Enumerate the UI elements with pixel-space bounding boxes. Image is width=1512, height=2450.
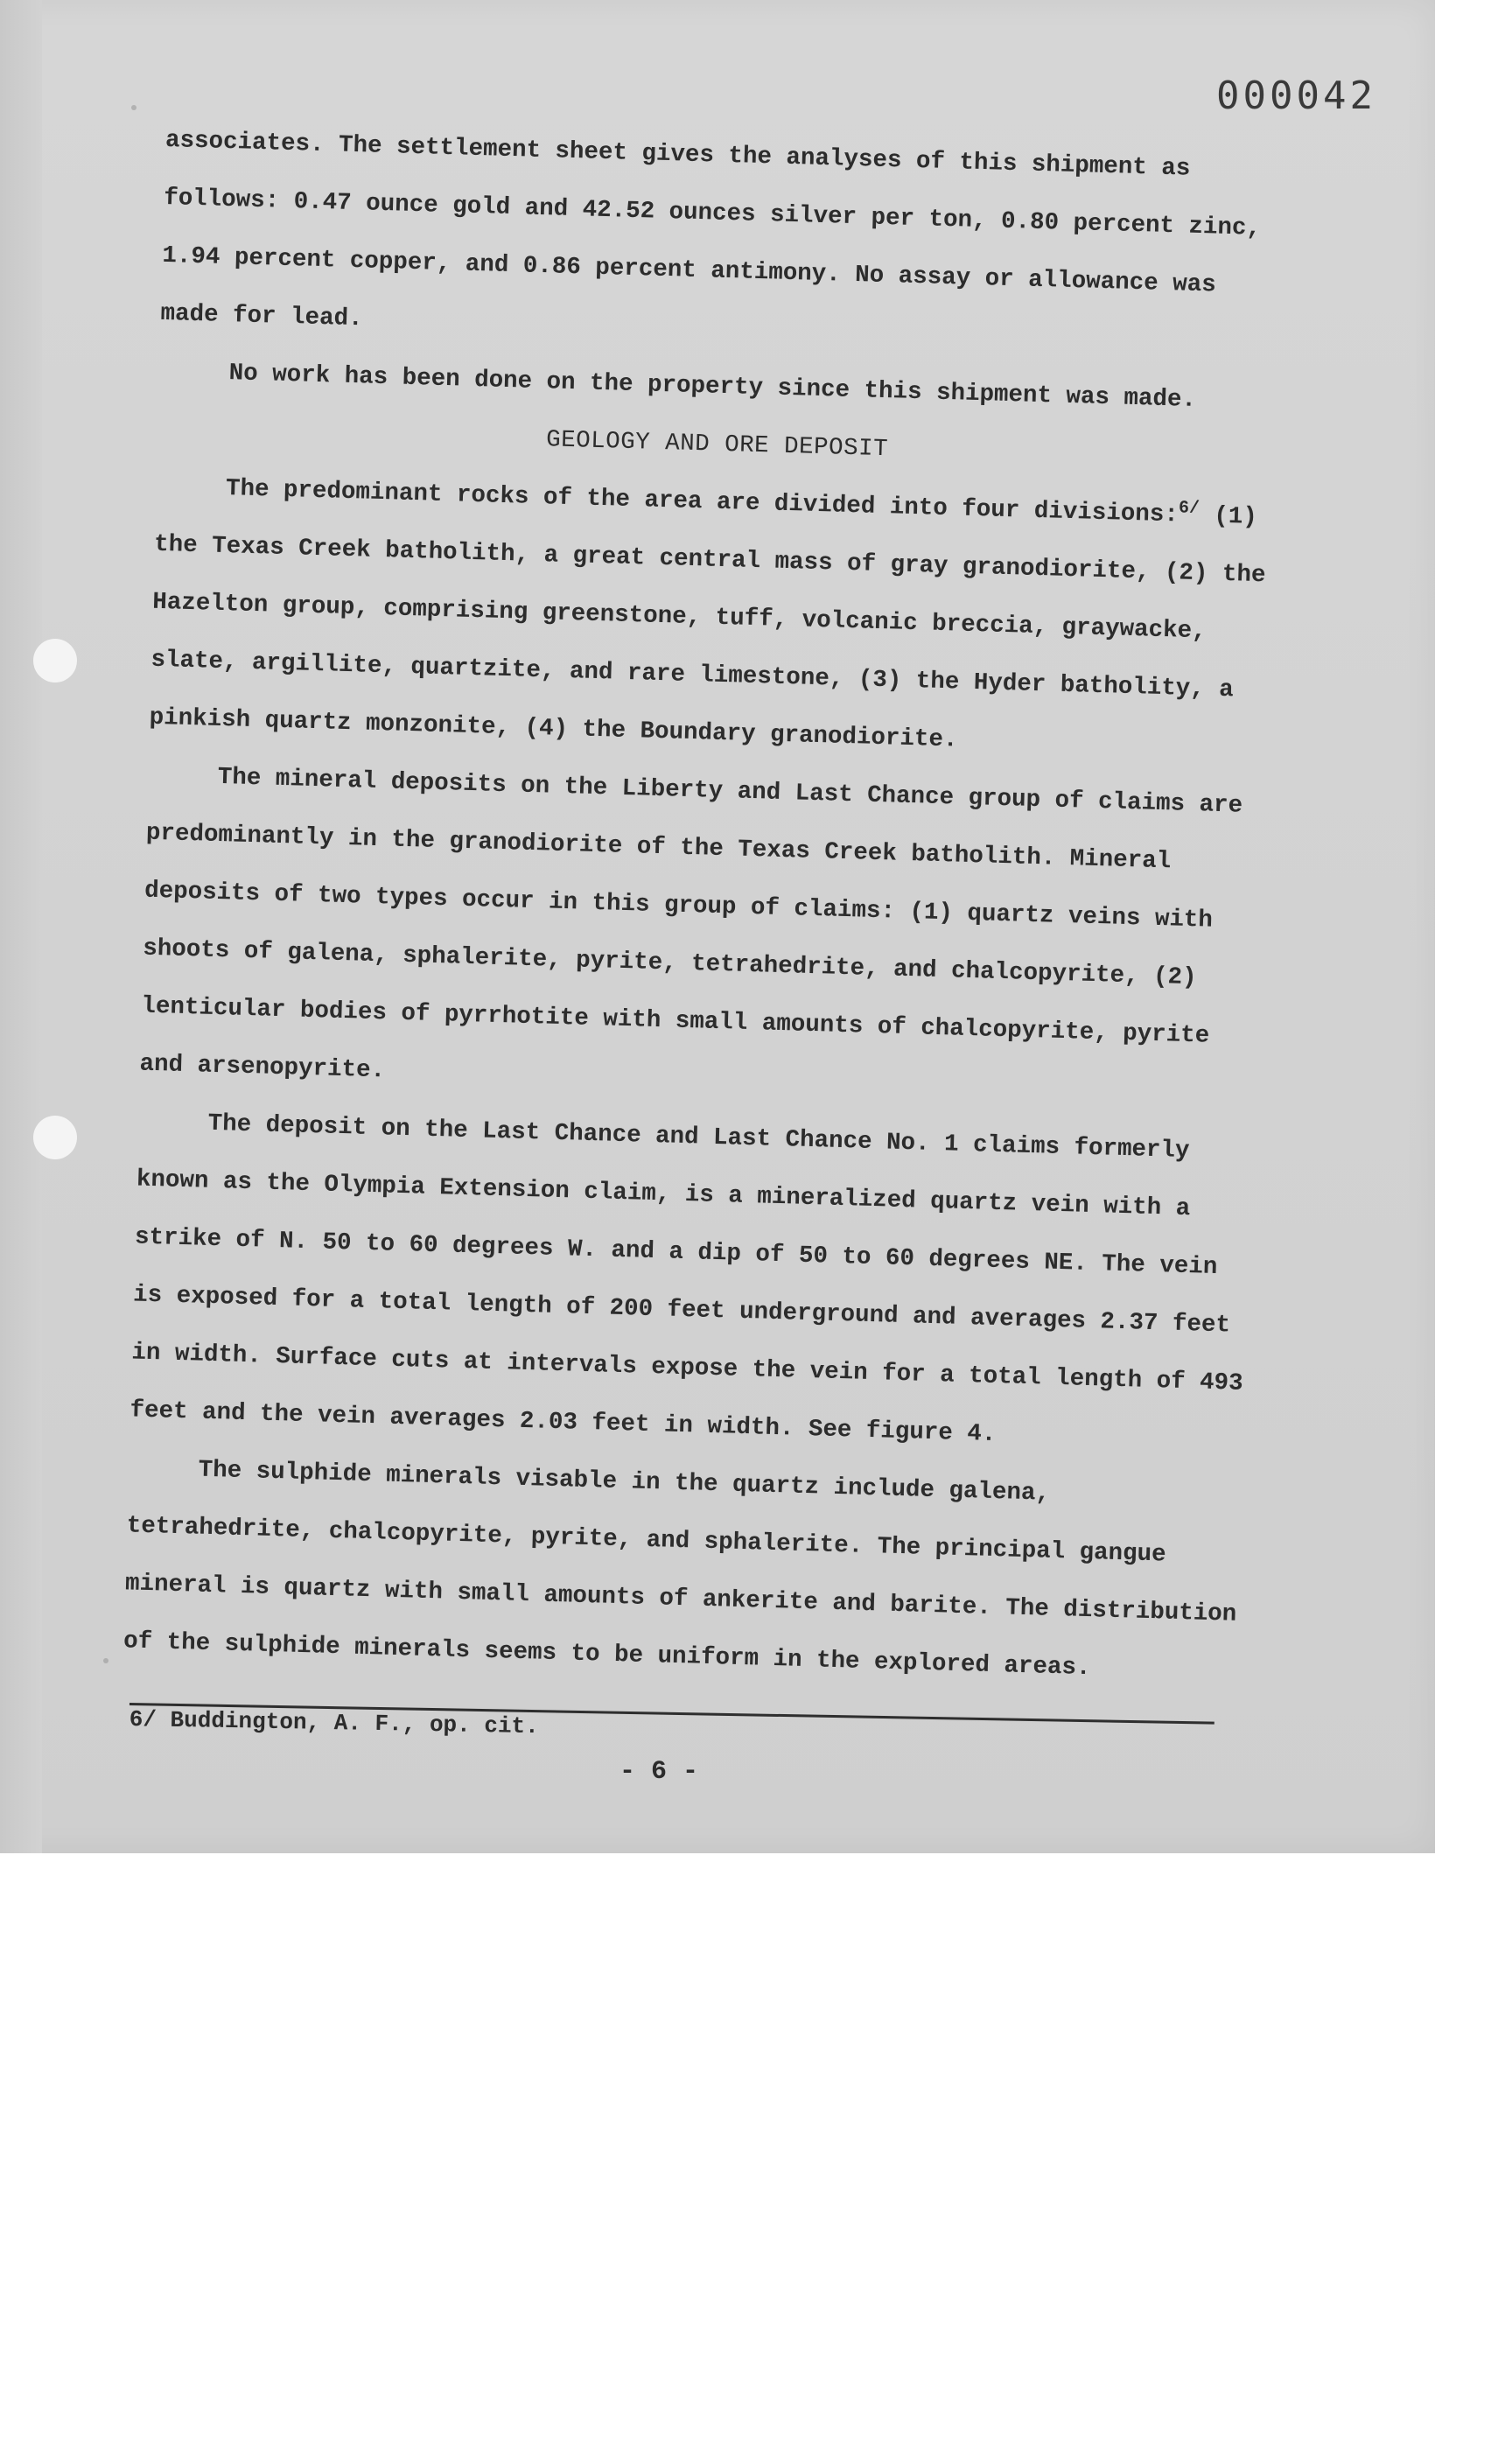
paragraph-geology <box>149 458 1277 779</box>
scan-speck <box>103 1658 108 1663</box>
section-heading: GEOLOGY AND ORE DEPOSIT <box>545 426 889 464</box>
paragraph-sulphide-minerals: The sulphide minerals visable in the quartz include galena, tetrahedrite, chalcopyrite, pyrite, and sphalerite. The principal gangue mineral is quartz with small amounts of ankerite and barite. The distribution of the sulphide minerals seems to be uniform in the explored areas. <box>122 1456 1237 1683</box>
paragraph-mineral-deposits: The mineral deposits on the Liberty and Last Chance group of claims are predominantly in the granodiorite of the Texas Creek batholith. Mineral deposits of two types occur in this group of claims: (1) quartz veins with shoots of galena, sphalerite, pyrite, tetrahedrite, and chalcopyrite, (2) lenticular bodies of pyrrhotite with small amounts of chalcopyrite, pyrite and arsenopyrite. <box>139 763 1243 1085</box>
paragraph-vein-deposit: The deposit on the Last Chance and Last Chance No. 1 claims formerly known as the Olympia Extension claim, is a mineralized quartz vein with a strike of N. 50 to 60 degrees W. and a dip of 50 to 60 degrees NE. The vein is exposed for a total length of 200 feet underground and averages 2.37 feet in width. Surface cuts at intervals expose the vein for a total length of 493 feet and the vein averages 2.03 feet in width. See figure 4. <box>130 1110 1244 1449</box>
punch-hole-bottom <box>33 1116 77 1159</box>
document-body <box>122 112 1285 1702</box>
footnote: 6/ Buddington, A. F., op. cit. <box>129 1706 540 1740</box>
scan-speck <box>131 105 136 110</box>
document-id-stamp: 000042 <box>1216 74 1376 118</box>
footnote-reference: 6/ <box>1178 498 1200 519</box>
paragraph-settlement: associates. The settlement sheet gives the analyses of this shipment as follows: 0.47 ounce gold and 42.52 ounces silver per ton, 0.80 percent zinc, 1.94 percent copper, and 0.86 percent antimony. No assay or allowance was made for lead. <box>160 126 1262 333</box>
punch-hole-top <box>33 639 77 682</box>
geology-continuation: (1) the Texas Creek batholith, a great central mass of gray granodiorite, (2) the Hazelton group, comprising greenstone, tuff, volcanic breccia, graywacke, slate, argillite, quartzite, and rare limestone, (3) the Hyder batholity, a pinkish quartz monzonite, (4) the Boundary granodiorite. <box>149 502 1266 754</box>
page-number: - 6 - <box>620 1757 699 1787</box>
page-edge-shadow <box>0 0 42 1853</box>
geology-text: The predominant rocks of the area are divided into four divisions: <box>225 475 1180 529</box>
paragraph-no-work: No work has been done on the property since this shipment was made. <box>228 360 1197 414</box>
